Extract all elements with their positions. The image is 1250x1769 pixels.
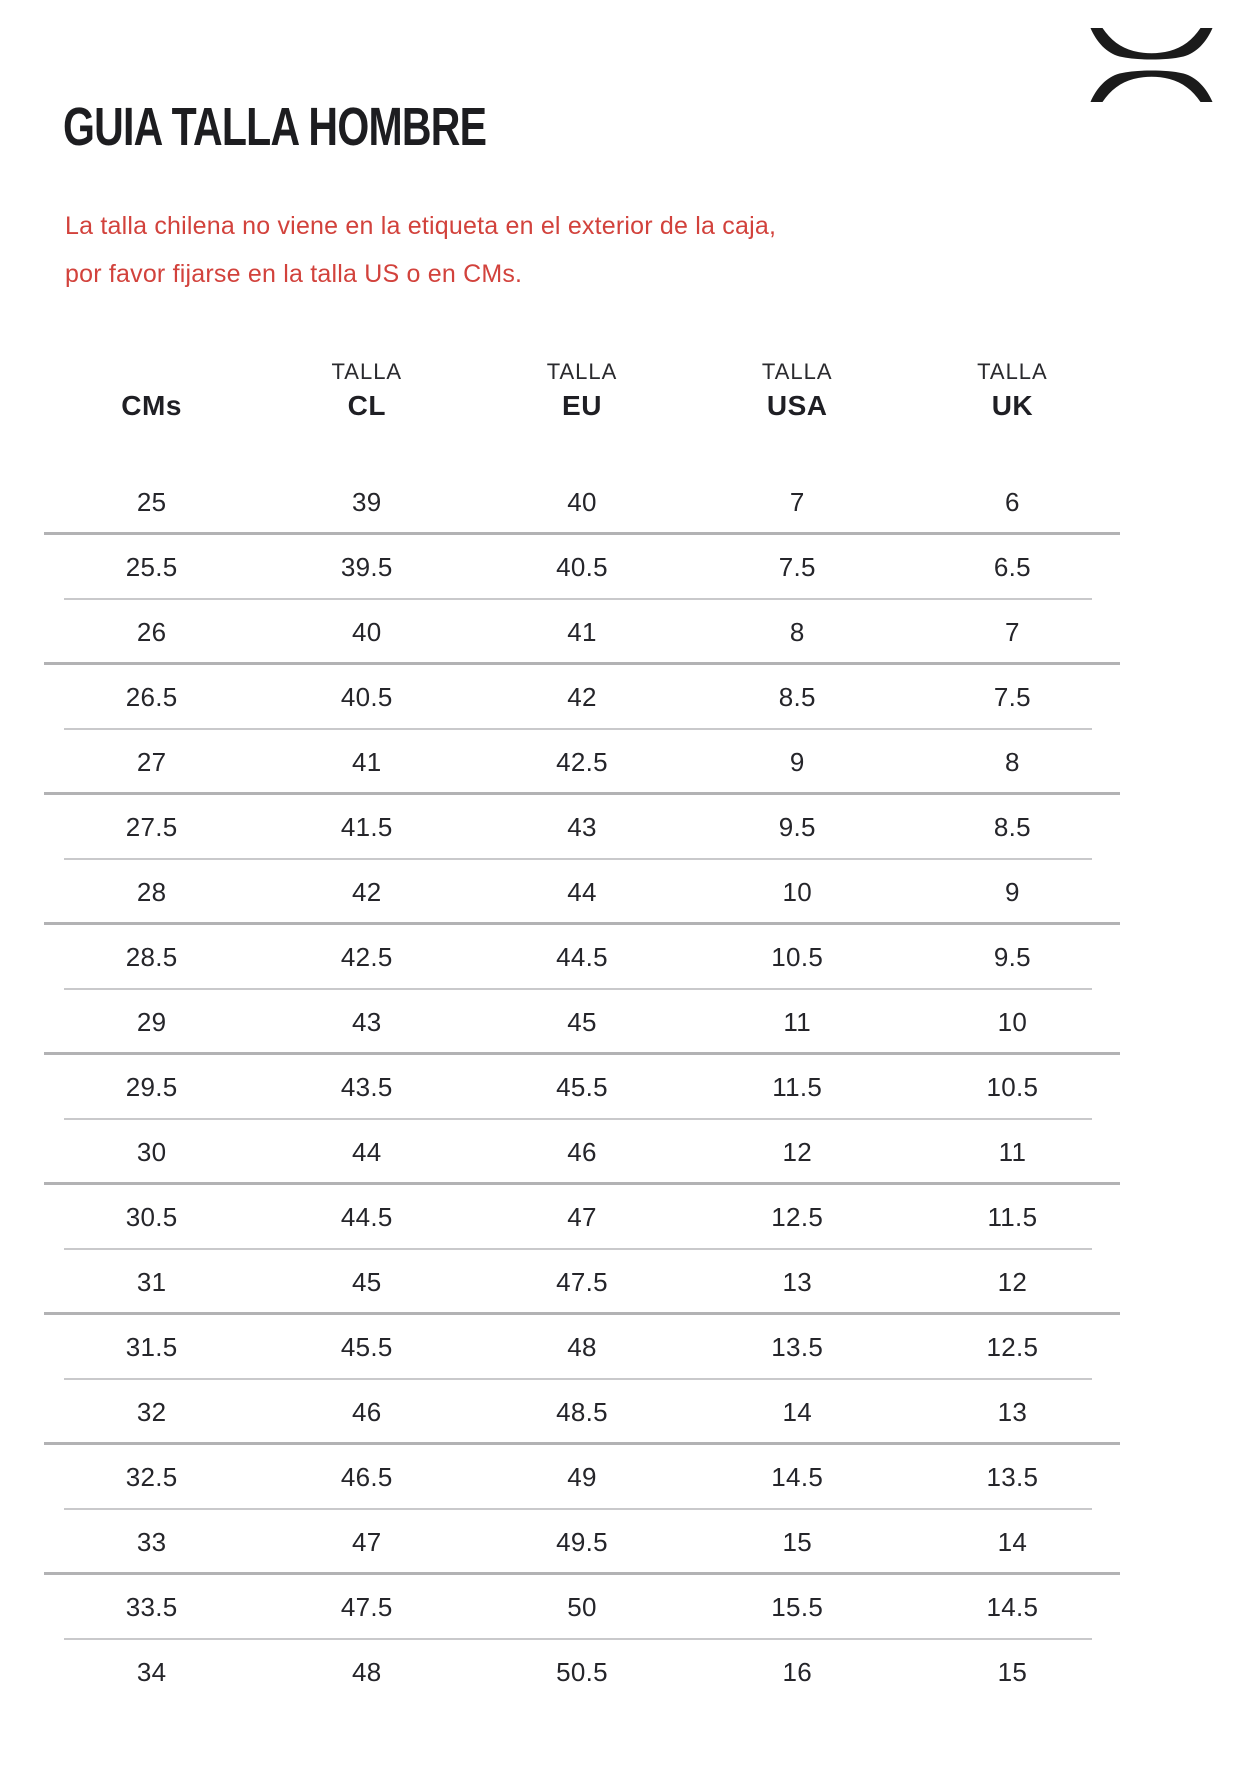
size-cell: 33.5 xyxy=(125,1592,178,1622)
page-title: GUIA TALLA HOMBRE xyxy=(63,97,487,157)
table-row xyxy=(44,860,1120,925)
size-cell: 13 xyxy=(997,1397,1028,1427)
size-cell: 16 xyxy=(782,1657,812,1687)
table-row xyxy=(44,1315,1120,1380)
table-row xyxy=(44,535,1120,600)
size-cell: 7 xyxy=(789,487,805,517)
talla-label xyxy=(44,356,259,388)
column-header-eu xyxy=(474,356,689,424)
table-row xyxy=(44,1185,1120,1250)
under-armour-logo-icon xyxy=(1088,28,1215,102)
size-cell: 50.5 xyxy=(556,1657,608,1687)
size-cell: 50 xyxy=(567,1592,597,1622)
table-row xyxy=(44,1055,1120,1120)
table-row xyxy=(44,600,1120,665)
size-cell: 30 xyxy=(136,1137,167,1167)
table-row xyxy=(44,1640,1120,1705)
column-code: UK xyxy=(991,390,1034,421)
size-cell: 28 xyxy=(136,877,167,907)
size-cell: 41.5 xyxy=(340,812,393,842)
size-cell: 10.5 xyxy=(771,942,824,972)
size-cell: 43 xyxy=(567,812,597,842)
table-row xyxy=(44,1575,1120,1640)
size-cell: 10 xyxy=(782,877,812,907)
talla-label: TALLA xyxy=(977,359,1048,384)
talla-label: TALLA xyxy=(761,359,833,384)
size-cell: 11.5 xyxy=(772,1072,823,1102)
size-cell: 42 xyxy=(567,682,597,712)
size-cell: 40 xyxy=(567,487,597,517)
table-row xyxy=(44,730,1120,795)
size-cell: 40.5 xyxy=(556,552,608,582)
size-cell: 39.5 xyxy=(340,552,393,582)
size-cell: 6 xyxy=(1005,487,1020,517)
table-row xyxy=(44,665,1120,730)
column-code: CMs xyxy=(121,390,182,421)
size-cell: 48 xyxy=(567,1332,597,1362)
size-cell: 47 xyxy=(567,1202,597,1232)
size-cell: 15 xyxy=(782,1527,812,1557)
size-cell: 45 xyxy=(352,1267,382,1297)
size-cell: 28.5 xyxy=(125,942,178,972)
size-cell: 25.5 xyxy=(125,552,178,582)
table-row xyxy=(44,1120,1120,1185)
size-cell: 9 xyxy=(1005,877,1020,907)
table-row xyxy=(44,990,1120,1055)
size-table-header xyxy=(44,356,1120,424)
size-cell: 8 xyxy=(1005,747,1020,777)
size-cell: 13.5 xyxy=(771,1332,824,1362)
table-row xyxy=(44,1510,1120,1575)
size-cell: 43 xyxy=(352,1007,382,1037)
size-cell: 11.5 xyxy=(987,1202,1038,1232)
size-cell: 7.5 xyxy=(993,682,1031,712)
size-cell: 10.5 xyxy=(986,1072,1039,1102)
column-header-cl xyxy=(259,356,474,424)
size-cell: 11 xyxy=(783,1007,811,1037)
size-cell: 12 xyxy=(997,1267,1028,1297)
size-cell: 31.5 xyxy=(125,1332,178,1362)
size-cell: 29.5 xyxy=(125,1072,178,1102)
size-cell: 7 xyxy=(1005,617,1020,647)
table-row xyxy=(44,470,1120,535)
size-cell: 44 xyxy=(567,877,597,907)
size-cell: 12.5 xyxy=(986,1332,1039,1362)
size-cell: 44.5 xyxy=(340,1202,393,1232)
size-cell: 42.5 xyxy=(340,942,393,972)
size-cell: 13 xyxy=(782,1267,812,1297)
size-cell: 8 xyxy=(789,617,805,647)
size-cell: 33 xyxy=(136,1527,167,1557)
size-cell: 32.5 xyxy=(125,1462,178,1492)
size-cell: 26 xyxy=(136,617,167,647)
size-cell: 14.5 xyxy=(771,1462,824,1492)
size-cell: 39 xyxy=(352,487,382,517)
column-header-cms xyxy=(44,356,259,424)
size-cell: 40 xyxy=(352,617,382,647)
size-cell: 30.5 xyxy=(125,1202,178,1232)
size-cell: 13.5 xyxy=(986,1462,1039,1492)
size-cell: 27.5 xyxy=(125,812,178,842)
size-cell: 25 xyxy=(136,487,167,517)
size-cell: 49.5 xyxy=(556,1527,608,1557)
size-cell: 34 xyxy=(136,1657,167,1687)
size-cell: 47.5 xyxy=(340,1592,393,1622)
size-cell: 45 xyxy=(567,1007,597,1037)
column-header-uk xyxy=(905,356,1120,424)
table-row xyxy=(44,1380,1120,1445)
size-cell: 31 xyxy=(136,1267,167,1297)
size-cell: 10 xyxy=(997,1007,1028,1037)
table-row xyxy=(44,1250,1120,1315)
size-cell: 44 xyxy=(352,1137,382,1167)
size-cell: 27 xyxy=(136,747,167,777)
size-cell: 32 xyxy=(136,1397,167,1427)
size-cell: 42 xyxy=(352,877,382,907)
size-cell: 6.5 xyxy=(993,552,1031,582)
size-cell: 41 xyxy=(567,617,597,647)
talla-label: TALLA xyxy=(331,359,403,384)
size-cell: 14.5 xyxy=(986,1592,1039,1622)
talla-label: TALLA xyxy=(546,359,618,384)
size-cell: 47 xyxy=(352,1527,382,1557)
size-cell: 7.5 xyxy=(778,552,816,582)
size-cell: 46 xyxy=(352,1397,382,1427)
table-row xyxy=(44,1445,1120,1510)
size-cell: 14 xyxy=(997,1527,1028,1557)
size-cell: 45.5 xyxy=(340,1332,393,1362)
notice-line-1: La talla chilena no viene en la etiqueta en el exterior de la caja, xyxy=(65,212,777,240)
size-cell: 9.5 xyxy=(778,812,816,842)
column-code: CL xyxy=(347,390,386,421)
size-cell: 8.5 xyxy=(993,812,1031,842)
size-cell: 44.5 xyxy=(556,942,608,972)
size-cell: 48.5 xyxy=(556,1397,608,1427)
size-cell: 15.5 xyxy=(771,1592,824,1622)
size-cell: 43.5 xyxy=(340,1072,393,1102)
size-cell: 29 xyxy=(136,1007,167,1037)
size-cell: 9.5 xyxy=(993,942,1031,972)
size-cell: 12 xyxy=(782,1137,812,1167)
size-cell: 9 xyxy=(789,747,805,777)
size-cell: 40.5 xyxy=(340,682,393,712)
size-cell: 48 xyxy=(352,1657,382,1687)
size-cell: 15 xyxy=(997,1657,1028,1687)
size-cell: 8.5 xyxy=(778,682,816,712)
size-cell: 41 xyxy=(352,747,382,777)
size-cell: 11 xyxy=(998,1137,1027,1167)
size-cell: 45.5 xyxy=(556,1072,608,1102)
notice-line-2: por favor fijarse en la talla US o en CMs. xyxy=(65,260,523,288)
column-header-usa xyxy=(690,356,905,424)
column-code: USA xyxy=(766,390,828,421)
size-cell: 42.5 xyxy=(556,747,608,777)
column-code: EU xyxy=(562,390,602,421)
size-cell: 46.5 xyxy=(340,1462,393,1492)
size-notice xyxy=(65,202,776,298)
table-row xyxy=(44,795,1120,860)
size-cell: 26.5 xyxy=(125,682,178,712)
size-cell: 46 xyxy=(567,1137,597,1167)
size-cell: 47.5 xyxy=(556,1267,608,1297)
table-row xyxy=(44,925,1120,990)
size-cell: 12.5 xyxy=(771,1202,824,1232)
size-cell: 49 xyxy=(567,1462,597,1492)
size-table-body xyxy=(44,470,1120,1705)
size-cell: 14 xyxy=(782,1397,812,1427)
